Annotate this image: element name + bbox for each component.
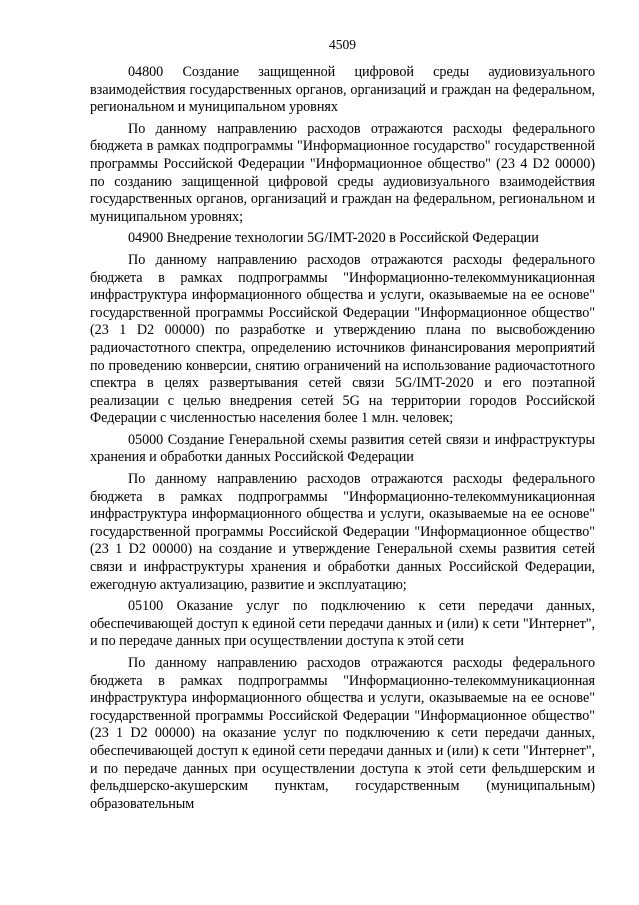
- paragraph-04900-heading: 04900 Внедрение технологии 5G/IMT-2020 в Российской Федерации: [128, 230, 539, 247]
- paragraph-05000-heading: 05000 Создание Генеральной схемы развития сетей связи и инфраструктуры хранения и обработки данных Российской Федерации: [90, 431, 595, 466]
- paragraph-05000-description: По данному направлению расходов отражаются расходы федерального бюджета в рамках подпрограммы "Информационно-телекоммуникационная инфраструктура информационного общества и услуги, оказываемые на ее основе" государственной программы Российской Федерации "Информационное общество" (23 1 D2 00000) на создание и утверждение Генеральной схемы развития сетей связи и инфраструктуры хранения и обработки данных Российской Федерации, ежегодную актуализацию, развитие и эксплуатацию;: [90, 471, 595, 593]
- page-number: 4509: [329, 37, 356, 52]
- document-body: [90, 64, 595, 817]
- paragraph-05100-heading: 05100 Оказание услуг по подключению к сети передачи данных, обеспечивающей доступ к единой сети передачи данных и (или) к сети "Интернет", и по передаче данных при осуществлении доступа к этой сети: [90, 598, 595, 650]
- paragraph-05100-description: По данному направлению расходов отражаются расходы федерального бюджета в рамках подпрограммы "Информационно-телекоммуникационная инфраструктура информационного общества и услуги, оказываемые на ее основе" государственной программы Российской Федерации "Информационное общество" (23 1 D2 00000) на оказание услуг по подключению к сети передачи данных, обеспечивающей доступ к единой сети передачи данных и (или) к сети "Интернет", и по передаче данных при осуществлении доступа к этой сети фельдшерским и фельдшерско-акушерским пунктам, государственным (муниципальным) образовательным: [90, 655, 595, 812]
- paragraph-04800-heading: 04800 Создание защищенной цифровой среды аудиовизуального взаимодействия государственных органов, организаций и граждан на федеральном, региональном и муниципальном уровнях: [90, 64, 595, 116]
- paragraph-04800-description: По данному направлению расходов отражаются расходы федерального бюджета в рамках подпрограммы "Информационное государство" государственной программы Российской Федерации "Информационное общество" (23 4 D2 00000) по созданию защищенной цифровой среды аудиовизуального взаимодействия государственных органов, организаций и граждан на федеральном, региональном и муниципальном уровнях;: [90, 120, 595, 225]
- paragraph-04900-description: По данному направлению расходов отражаются расходы федерального бюджета в рамках подпрограммы "Информационно-телекоммуникационная инфраструктура информационного общества и услуги, оказываемые на ее основе" государственной программы Российской Федерации "Информационное общество" (23 1 D2 00000) по разработке и утверждению плана по высвобождению радиочастотного спектра, определению источников финансирования мероприятий по проведению конверсии, снятию ограничений на использование радиочастотного спектра в целях развертывания сетей связи 5G/IMT-2020 и его поэтапной реализации с целью внедрения сетей 5G на территории городов Российской Федерации с численностью населения более 1 млн. человек;: [90, 251, 595, 427]
